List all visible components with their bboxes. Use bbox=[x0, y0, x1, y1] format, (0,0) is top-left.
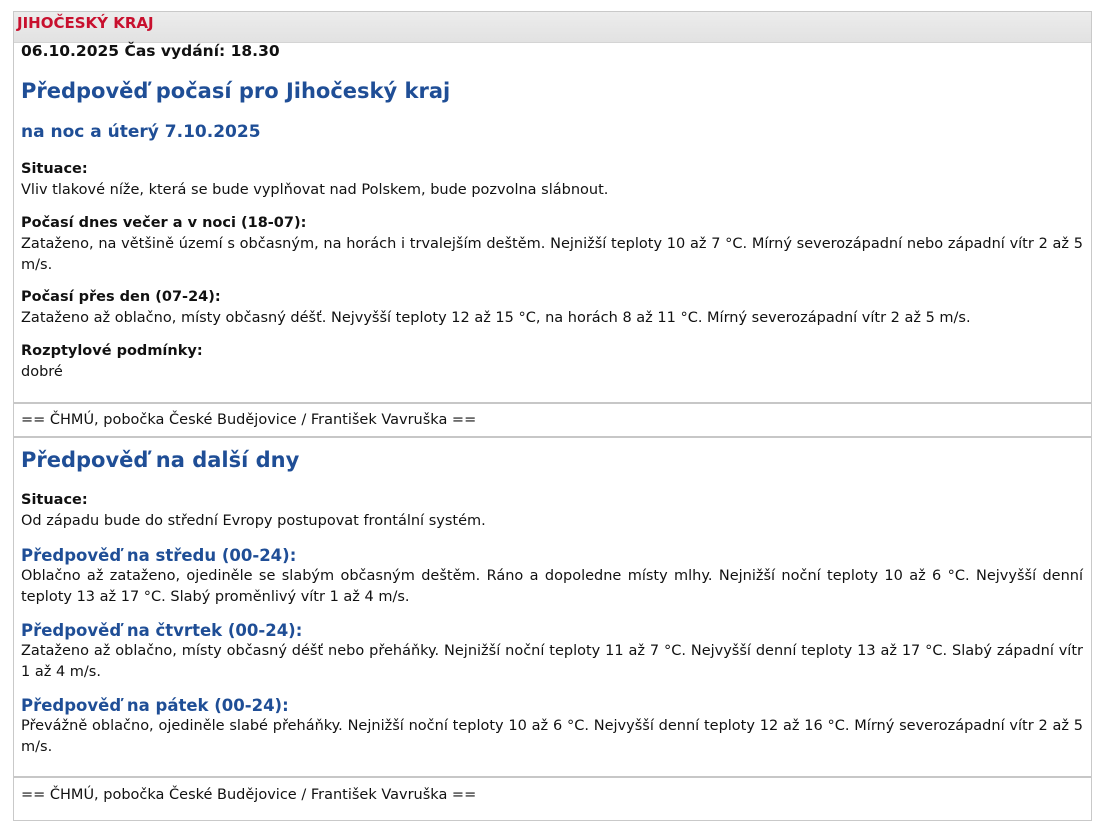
situation-label: Situace: bbox=[21, 161, 88, 177]
situation-section bbox=[21, 159, 1083, 201]
day-text: Zataženo až oblačno, místy občasný déšť. Nejvyšší teploty 12 až 15 °C, na horách 8 až 11 °C. Mírný severozápadní vítr 2 až 5 m/s. bbox=[21, 310, 971, 326]
divider bbox=[14, 402, 1091, 404]
tonight-section bbox=[21, 213, 1083, 276]
thursday-section bbox=[21, 620, 1083, 683]
day-section bbox=[21, 287, 1083, 329]
friday-text: Převážně oblačno, ojediněle slabé přeháňky. Nejnižší noční teploty 10 až 6 °C. Nejvyšší denní teploty 12 až 16 °C. Mírný severozápadní vítr 2 až 5 m/s. bbox=[21, 718, 1083, 755]
thursday-text: Zataženo až oblačno, místy občasný déšť nebo přeháňky. Nejnižší noční teploty 11 až 7 °C. Nejvyšší denní teploty 13 až 17 °C. Slabý západní vítr 1 až 4 m/s. bbox=[21, 643, 1083, 680]
thursday-label: Předpověď na čtvrtek (00-24): bbox=[21, 621, 303, 640]
outlook-situation-text: Od západu bude do střední Evropy postupovat frontální systém. bbox=[21, 513, 486, 529]
wednesday-text: Oblačno až zataženo, ojediněle se slabým občasným deštěm. Ráno a dopoledne místy mlhy. Nejnižší noční teploty 10 až 6 °C. Nejvyšší denní teploty 13 až 17 °C. Slabý proměnlivý vítr 1 až 4 m/s. bbox=[21, 568, 1083, 605]
dispersion-section bbox=[21, 341, 1083, 383]
dispersion-text: dobré bbox=[21, 364, 63, 380]
wednesday-section bbox=[21, 545, 1083, 608]
divider bbox=[14, 436, 1091, 438]
friday-label: Předpověď na pátek (00-24): bbox=[21, 696, 289, 715]
forecast-panel bbox=[13, 11, 1092, 821]
outlook-situation-section bbox=[21, 490, 1083, 532]
dispersion-label: Rozptylové podmínky: bbox=[21, 343, 203, 359]
divider bbox=[14, 776, 1091, 778]
outlook-situation-label: Situace: bbox=[21, 492, 88, 508]
issue-date-time: 06.10.2025 Čas vydání: 18.30 bbox=[21, 42, 280, 60]
forecast-subtitle: na noc a úterý 7.10.2025 bbox=[21, 122, 261, 142]
tonight-text: Zataženo, na většině území s občasným, na horách i trvalejším deštěm. Nejnižší teploty 10 až 7 °C. Mírný severozápadní nebo západní vítr 2 až 5 m/s. bbox=[21, 236, 1083, 273]
outlook-title: Předpověď na další dny bbox=[21, 448, 300, 472]
wednesday-label: Předpověď na středu (00-24): bbox=[21, 546, 297, 565]
outlook-signature: == ČHMÚ, pobočka České Budějovice / František Vavruška == bbox=[21, 787, 477, 803]
tonight-label: Počasí dnes večer a v noci (18-07): bbox=[21, 215, 307, 231]
region-header-bar bbox=[14, 12, 1091, 43]
region-title: JIHOČESKÝ KRAJ bbox=[17, 14, 154, 32]
forecast-signature: == ČHMÚ, pobočka České Budějovice / František Vavruška == bbox=[21, 412, 477, 428]
friday-section bbox=[21, 695, 1083, 758]
day-label: Počasí přes den (07-24): bbox=[21, 289, 221, 305]
forecast-title: Předpověď počasí pro Jihočeský kraj bbox=[21, 79, 451, 103]
situation-text: Vliv tlakové níže, která se bude vyplňovat nad Polskem, bude pozvolna slábnout. bbox=[21, 182, 609, 198]
